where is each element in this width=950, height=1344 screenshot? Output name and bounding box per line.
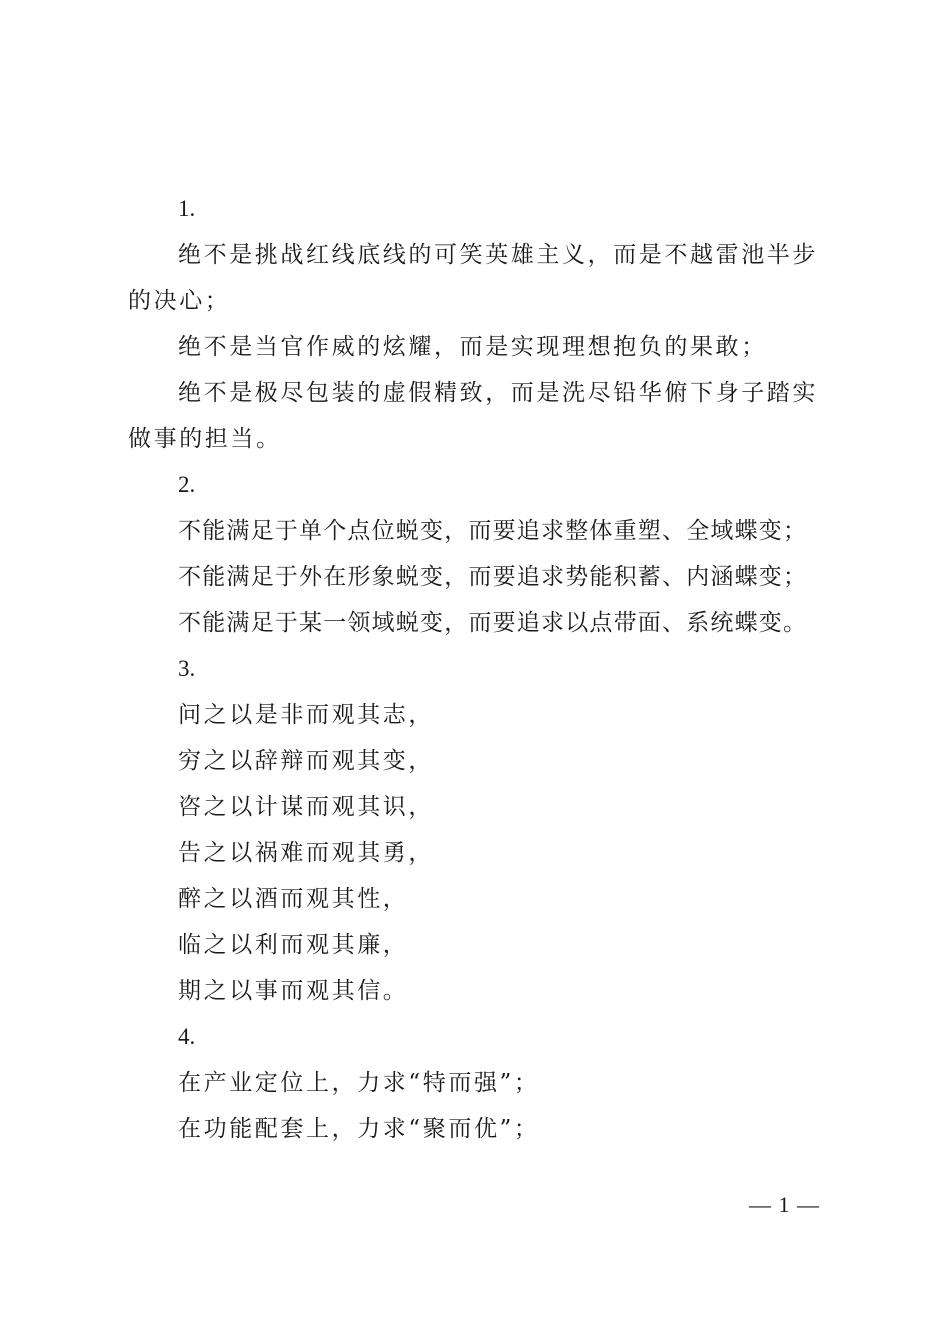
paragraph: 期之以事而观其信。	[178, 978, 409, 1004]
paragraph: 穷之以辞辩而观其变，	[178, 748, 434, 774]
section-number: 1.	[178, 196, 196, 221]
page-number: — 1 —	[749, 1192, 820, 1217]
section-number: 2.	[178, 472, 196, 497]
paragraph: 临之以利而观其廉，	[178, 932, 409, 958]
paragraph: 不能满足于外在形象蜕变，而要追求势能积蓄、内涵蝶变；	[178, 564, 808, 590]
section-number: 4.	[178, 1024, 196, 1049]
paragraph: 不能满足于单个点位蜕变，而要追求整体重塑、全域蝶变；	[178, 518, 808, 544]
paragraph: 咨之以计谋而观其识，	[178, 794, 434, 820]
paragraph: 告之以祸难而观其勇，	[178, 840, 434, 866]
paragraph: 绝不是当官作威的炫耀，而是实现理想抱负的果敢；	[178, 334, 767, 360]
paragraph: 在产业定位上，力求“特而强”；	[178, 1070, 540, 1096]
paragraph: 问之以是非而观其志，	[178, 702, 434, 728]
paragraph: 醉之以酒而观其性，	[178, 886, 409, 912]
paragraph: 在功能配套上，力求“聚而优”；	[178, 1116, 540, 1142]
document-body	[128, 186, 828, 1152]
paragraph: 绝不是极尽包装的虚假精致，而是洗尽铅华俯下身子踏实做事的担当。	[128, 380, 818, 452]
paragraph: 不能满足于某一领域蜕变，而要追求以点带面、系统蝶变。	[178, 610, 808, 636]
paragraph: 绝不是挑战红线底线的可笑英雄主义，而是不越雷池半步的决心；	[128, 242, 818, 314]
section-number: 3.	[178, 656, 196, 681]
